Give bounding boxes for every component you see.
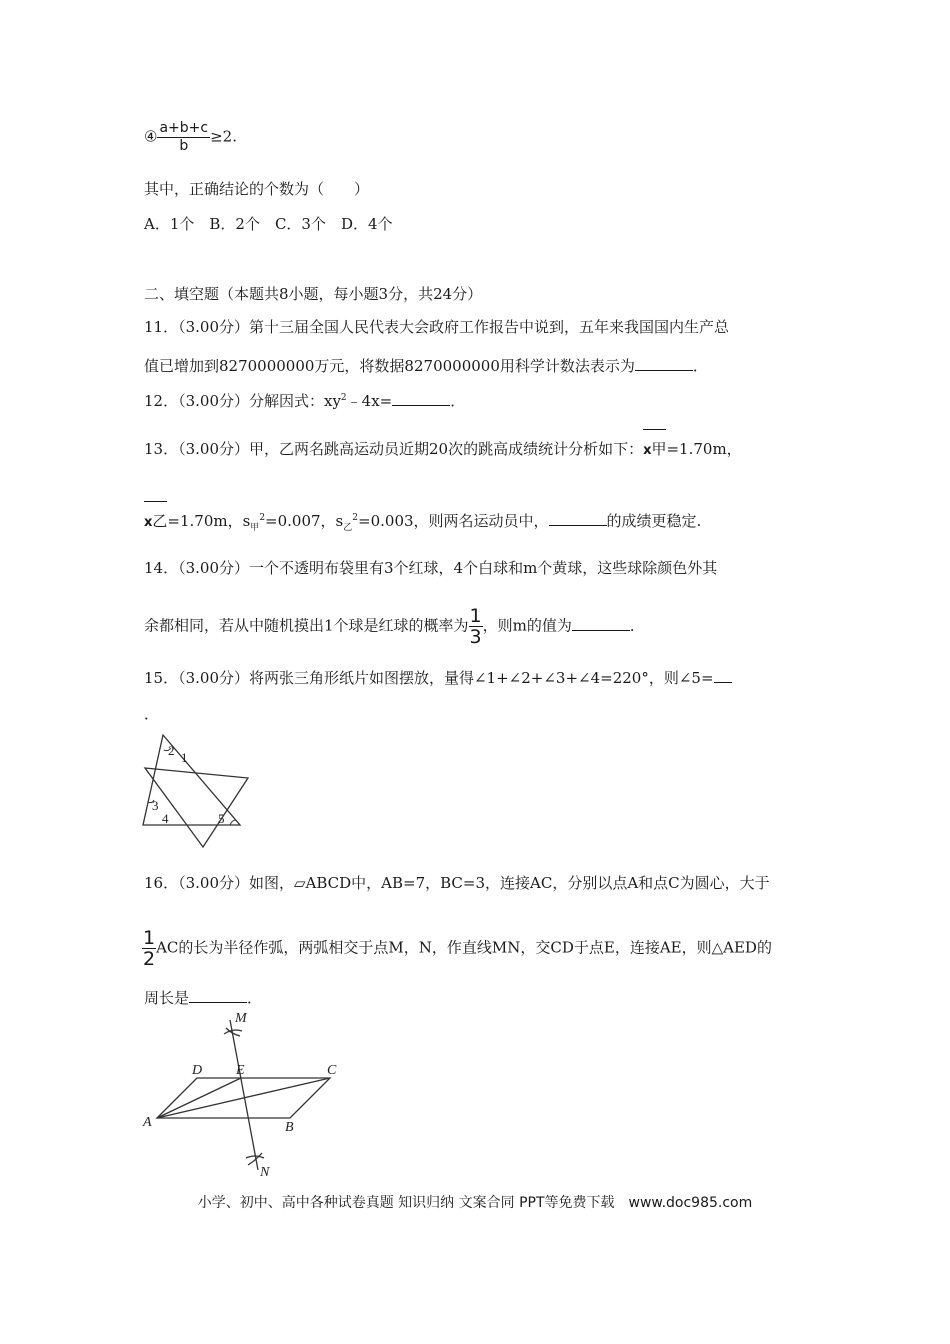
fraction-numerator: a+b+c xyxy=(159,120,209,136)
answer-blank xyxy=(392,391,450,406)
page-footer: 小学、初中、高中各种试卷真题 知识归纳 文案合同 PPT等免费下载 www.doc985.com xyxy=(197,1195,753,1211)
angle-arc-5 xyxy=(230,820,236,825)
q16-line-1: 16．（3.00分）如图，▱ABCD中，AB=7，BC=3，连接AC，分别以点A和点C为圆心，大于 xyxy=(144,874,770,892)
fraction xyxy=(157,120,210,155)
q14-text: 余都相同，若从中随机摸出1个球是红球的概率为 xyxy=(144,616,469,635)
answer-blank xyxy=(572,616,630,631)
q11-end: ． xyxy=(692,357,708,375)
answer-blank xyxy=(635,356,693,371)
q11-text: 值已增加到8270000000万元，将数据8270000000用科学计数法表示为 xyxy=(144,357,635,375)
q13-line-1 xyxy=(144,438,742,459)
angle-label-4: 4 xyxy=(162,811,169,826)
line-ae xyxy=(157,1078,241,1118)
angle-label-3: 3 xyxy=(152,798,159,813)
q16-line-3 xyxy=(144,987,262,1008)
relation-text: ≥2. xyxy=(210,127,237,146)
point-label-b: B xyxy=(285,1120,294,1135)
overline xyxy=(643,429,666,430)
angle-label-2: 2 xyxy=(168,743,175,758)
q16-text: AC的长为半径作弧，两弧相交于点M，N，作直线MN，交CD于点E，连接AE，则△AED的 xyxy=(156,938,772,957)
q13-text: 13．（3.00分）甲，乙两名跳高运动员近期20次的跳高成绩统计分析如下： xyxy=(144,440,644,458)
q10-question: 其中，正确结论的个数为（ ） xyxy=(144,180,370,198)
point-label-n: N xyxy=(260,1165,270,1178)
q16-end: ． xyxy=(247,989,263,1007)
angle-label-5: 5 xyxy=(218,811,225,826)
overline xyxy=(144,501,167,502)
fraction-numerator: 1 xyxy=(469,605,482,627)
q15-triangles-figure xyxy=(140,730,250,852)
q14-suffix: ，则m的值为 xyxy=(482,616,572,635)
s-value-yi: =0.003，则两名运动员中， xyxy=(358,512,549,530)
triangle-lower xyxy=(145,768,248,847)
x-subscript: 乙 xyxy=(152,512,168,530)
q16-parallelogram-figure xyxy=(140,1008,350,1178)
q14-line-1: 14．（3.00分）一个不透明布袋里有3个红球，4个白球和m个黄球，这些球除颜色外其 xyxy=(144,559,718,577)
x-letter: x xyxy=(643,443,652,458)
q14-line-2 xyxy=(144,606,645,647)
answer-blank xyxy=(549,511,607,526)
fraction-denominator: 3 xyxy=(469,626,482,648)
q11-line-2 xyxy=(144,355,708,376)
point-label-m: M xyxy=(235,1011,247,1026)
q13-line-2 xyxy=(144,510,701,533)
s-superscript-jia: 2 xyxy=(259,513,266,523)
q12-line xyxy=(144,390,465,411)
q16-line-2 xyxy=(144,928,772,969)
line-ac xyxy=(157,1078,330,1118)
section-2-heading: 二、填空题（本题共8小题，每小题3分，共24分） xyxy=(144,285,483,303)
point-label-e: E xyxy=(236,1063,245,1078)
point-label-a: A xyxy=(143,1115,152,1130)
q13-value-jia: =1.70m， xyxy=(666,440,742,458)
x-subscript: 甲 xyxy=(651,440,667,458)
point-label-d: D xyxy=(192,1063,203,1078)
q14-end: ． xyxy=(629,616,645,635)
s-superscript-yi: 2 xyxy=(352,513,359,523)
x-letter: x xyxy=(144,515,153,530)
q12-end: ． xyxy=(450,392,466,410)
q12-prefix: 12．（3.00分）分解因式：xy xyxy=(144,392,341,410)
q12-superscript: 2 xyxy=(340,393,347,403)
fraction-denominator: 2 xyxy=(143,948,156,970)
fraction-numerator: 1 xyxy=(143,927,156,949)
s-value-jia: =0.007，s xyxy=(265,512,344,530)
q11-line-1: 11．（3.00分）第十三届全国人民代表大会政府工作报告中说到，五年来我国国内生产总 xyxy=(144,318,729,336)
circle-number: ④ xyxy=(144,127,158,146)
x-bar-yi xyxy=(144,510,167,531)
fraction-denominator: b xyxy=(179,138,189,154)
s-subscript-jia: 甲 xyxy=(250,523,260,533)
answer-blank xyxy=(189,988,247,1003)
q15-line-1 xyxy=(144,667,732,688)
q16-text-3: 周长是 xyxy=(144,989,190,1007)
q10-options: A．1个 B．2个 C．3个 D．4个 xyxy=(144,215,393,233)
s-subscript-yi: 乙 xyxy=(343,523,353,533)
fraction-one-third xyxy=(469,606,483,647)
answer-blank xyxy=(714,668,732,683)
x-bar-jia xyxy=(643,438,666,459)
fraction-one-half xyxy=(142,928,156,969)
angle-label-1: 1 xyxy=(181,750,188,765)
q13-end: 的成绩更稳定. xyxy=(606,512,702,530)
q10-statement-4 xyxy=(144,120,237,155)
q15-line-2: ． xyxy=(144,705,160,723)
q15-text: 15．（3.00分）将两张三角形纸片如图摆放，量得∠1+∠2+∠3+∠4=220°，则∠5= xyxy=(144,669,714,687)
q13-value-yi: =1.70m，s xyxy=(167,512,251,530)
q12-mid: ﹣4x= xyxy=(346,392,393,410)
point-label-c: C xyxy=(327,1063,337,1078)
